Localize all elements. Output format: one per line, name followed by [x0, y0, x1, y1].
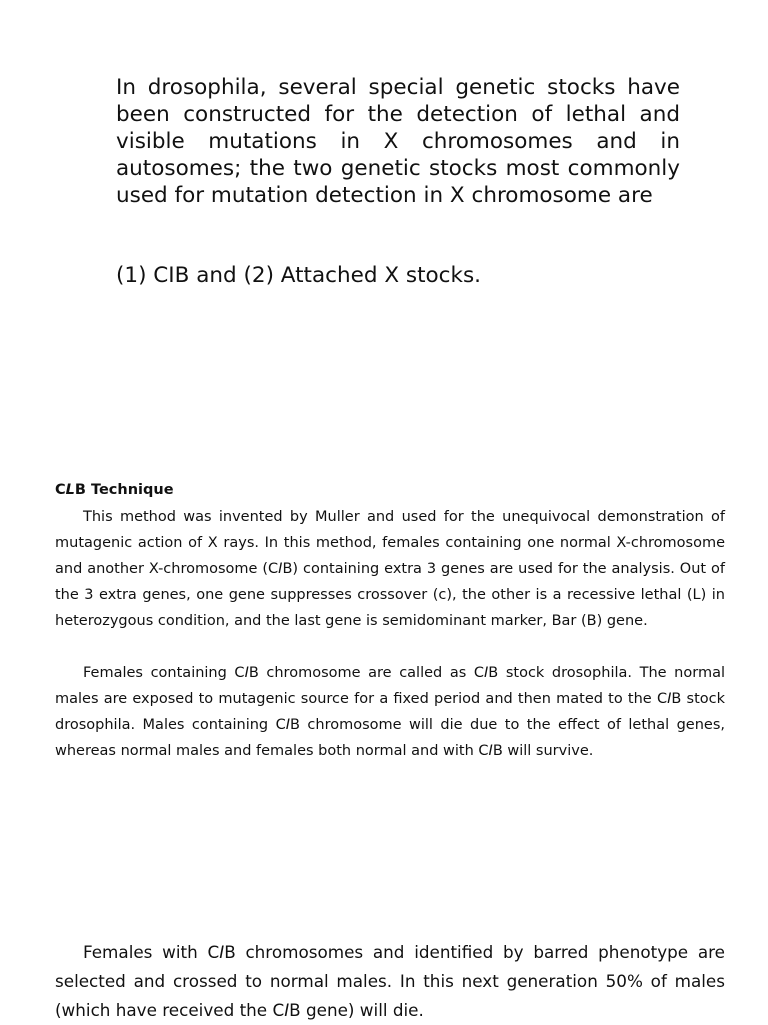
text-run: Females with C	[83, 942, 220, 962]
heading-part: C	[55, 482, 66, 498]
paragraph-stock	[55, 660, 725, 764]
italic-run: I	[284, 1000, 290, 1020]
text-run: B gene) will die.	[289, 1000, 424, 1020]
text-run: B will survive.	[492, 743, 594, 759]
paragraph-method	[55, 504, 725, 634]
italic-run: I	[285, 717, 290, 733]
italic-run: I	[219, 942, 225, 962]
intro-paragraph	[116, 74, 680, 209]
paragraph-selection	[55, 938, 725, 1025]
text-run: B chromosome will die due to the effect of lethal genes, whereas normal males and females both normal and with C	[55, 717, 725, 759]
heading-part: B Technique	[74, 482, 174, 498]
text-run: Females containing C	[83, 665, 245, 681]
text-run: This method was invented by Muller and used for the unequivocal demonstration of mutagenic action of X rays. In this method, females containing one normal X-chromosome and another X-chromosome (C	[55, 509, 725, 577]
section-heading	[55, 480, 174, 500]
italic-run: I	[244, 665, 249, 681]
italic-run: I	[667, 691, 672, 707]
text-run: B) containing extra 3 genes are used for the analysis. Out of the 3 extra genes, one gene suppresses crossover (c), the other is a recessive lethal (L) in heterozygous condition, and the last gene is semidominant marker, Bar (B) gene.	[55, 561, 725, 629]
text-run: B chromosome are called as C	[248, 665, 484, 681]
italic-run: I	[278, 561, 283, 577]
text-run: B chromosomes and identified by barred phenotype are selected and crossed to normal males. In this next generation 50% of males (which have received the C	[55, 942, 725, 1020]
italic-run: I	[488, 743, 493, 759]
text-run: B stock drosophila. The normal males are exposed to mutagenic source for a fixed period and then mated to the C	[55, 665, 725, 707]
italic-run: I	[484, 665, 489, 681]
intro-list-text: (1) CIB and (2) Attached X stocks.	[116, 263, 481, 288]
intro-stock-list	[116, 262, 680, 290]
heading-italic-part: L	[65, 482, 75, 498]
text-run: B stock drosophila. Males containing C	[55, 691, 726, 733]
intro-text: In drosophila, several special genetic stocks have been constructed for the detection of lethal and visible mutations in X chromosomes and in autosomes; the two genetic stocks most commonly used for mutation detection in X chromosome are	[116, 75, 680, 208]
